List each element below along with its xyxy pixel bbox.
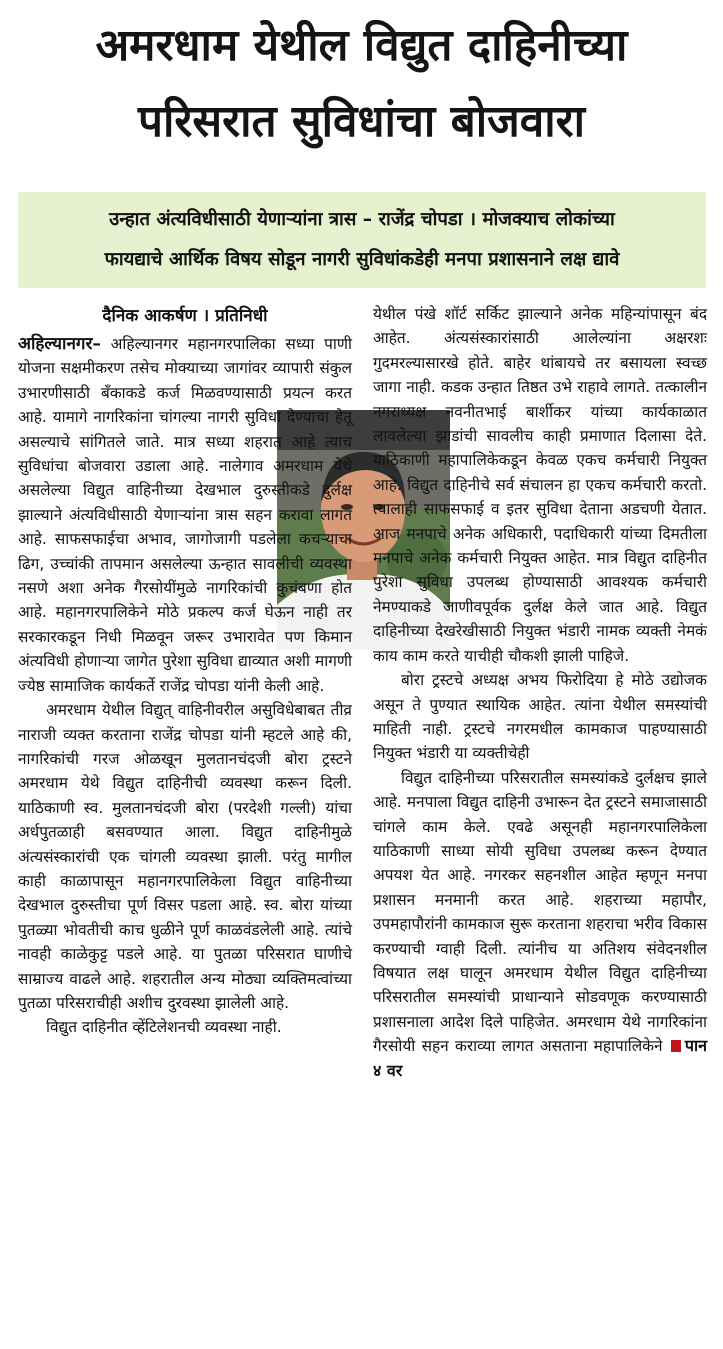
continued-marker-icon: [671, 1040, 681, 1052]
article-right-column: [373, 302, 707, 1083]
paragraph: अमरधाम येथील विद्युत् वाहिनीवरील असुविधेबाबत तीव्र नाराजी व्यक्त करताना राजेंद्र चोपडा यांनी म्हटले आहे की, नागरिकांची गरज ओळखून मुलतानचंदजी बोरा ट्रस्टने अमरधाम येथे विद्युत दाहिनीची व्यवस्था करून दिली. याठिकाणी स्व. मुलतानचंदजी बोरा (परदेशी गल्ली) यांचा अर्धपुतळाही बसवण्यात आला. विद्युत दाहिनीमुळे अंत्यसंस्कारांची एक चांगली व्यवस्था झाली. परंतु मागील काही काळापासून महानगरपालिकेला विद्युत वाहिनीच्या देखभाल दुरुस्तीचा पूर्ण विसर पडला आहे. स्व. बोरा यांच्या पुतळ्या भोवतीची काच धुळीने पूर्ण काळवंडलेली आहे. त्यांचे नावही काळेकुट्ट पडले आहे. या पुतळा परिसरात घाणीचे साम्राज्य वाढले आहे. शहरातील अन्य मोठ्या व्यक्तिमत्वांच्या पुतळा परिसराचीही अशीच दुरवस्था झालेली आहे.: [18, 701, 352, 1012]
paragraph: बोरा ट्रस्टचे अध्यक्ष अभय फिरोदिया हे मोठे उद्योजक असून ते पुण्यात स्थायिक आहेत. त्यांना येथील समस्यांची माहिती नाही. ट्रस्टचे नगरमधील कामकाज पाहण्यासाठी नियुक्त भंडारी या व्यक्तीचेही: [373, 671, 707, 763]
paragraph: [18, 332, 352, 698]
headline: [0, 8, 723, 160]
dateline: अहिल्यानगर–: [18, 334, 101, 354]
paragraph-text: विद्युत दाहिनीच्या परिसरातील समस्यांकडे दुर्लक्षच झाले आहे. मनपाला विद्युत दाहिनी उभारून देत ट्रस्टने समाजासाठी चांगले काम केले. एवढे असूनही महानगरपालिकेला याठिकाणी साध्या सोयी सुविधा उपलब्ध करून देण्यात अपयश येत आहे. नगरकर सहनशील आहेत म्हणून मनपा प्रशासन मनमानी करत आहे. शहराच्या महापौर, उपमहापौरांनी कामकाज सुरू करताना शहराचा भरीव विकास करण्याची ग्वाही दिली. त्यांनीच या अतिशय संवेदनशील विषयात लक्ष घालून अमरधाम येथील विद्युत दाहिनीच्या परिसरातील समस्यांची प्राधान्याने सोडवणूक करण्यासाठी प्रशासनाला आदेश दिले पाहिजेत. अमरधाम येथे नागरिकांना गैरसोयी सहन कराव्या लागत असताना महापालिकेने: [373, 768, 707, 1056]
headline-line-1: अमरधाम येथील विद्युत दाहिनीच्या: [95, 20, 628, 71]
paragraph-text: अहिल्यानगर महानगरपालिका सध्या पाणी योजना सक्षमीकरण तसेच मोक्याच्या जागांवर व्यापारी संकुल उभारणीसाठी बँकाकडे कर्ज मिळवण्यासाठी प्रयत्न करत आहे. यामागे नागरिकांना चांगल्या नागरी सुविधा देण्याचा हेतू असल्याचे सांगितले जाते. मात्र सध्या शहरात आहे त्याच सुविधांचा बोजवारा उडाला आहे. नालेगाव अमरधाम येथे असलेल्या विद्युत वाहिनीच्या देखभाल दुरुस्तीकडे दुर्लक्ष झाल्याने अंत्यविधीसाठी येणाऱ्यांना त्रास सहन करावा लागत आहे. साफसफाईचा अभाव, जागोजागी पडलेला कचऱ्याचा ढिग, उच्चांकी तापमान असलेल्या ऊन्हात सावलीची व्यवस्था नसणे अशा अनेक गैरसोयींमुळे नागरिकांची कुचंबणा होत आहे. महानगरपालिकेने मोठे प्रकल्प कर्ज घेऊन नाही तर सरकारकडून निधी मिळवून जरूर उभारावेत पण किमान अंत्यविधी होणाऱ्या जागेत पुरेशा सुविधा द्याव्यात अशी मागणी ज्येष्ठ सामाजिक कार्यकर्ते राजेंद्र चोपडा यांनी केली आहे.: [18, 335, 352, 695]
paragraph: [373, 766, 707, 1083]
paragraph: विद्युत दाहिनीत व्हेंटिलेशनची व्यवस्था नाही.: [46, 1018, 282, 1037]
article-left-column: [18, 302, 352, 1040]
paragraph: येथील पंखे शॉर्ट सर्किट झाल्याने अनेक महिन्यांपासून बंद आहेत. अंत्यसंस्कारांसाठी आलेल्यांना अक्षरशः गुदमरल्यासारखे होते. बाहेर थांबायचे तर बसायला स्वच्छ जागा नाही. कडक उन्हात तिष्ठत उभे राहावे लागते. तत्कालीन नगराध्यक्ष नवनीतभाई बार्शीकर यांच्या कार्यकाळात लावलेल्या झाडांची सावलीच काही प्रमाणात दिलासा देते. याठिकाणी महापालिकेकडून केवळ एकच कर्मचारी नियुक्त आहे. विद्युत दाहिनीचे सर्व संचालन हा एकच कर्मचारी करतो. त्यालाही साफसफाई व इतर सुविधा देताना अडचणी येतात. आज मनपाचे अनेक अधिकारी, पदाधिकारी यांच्या दिमतीला मनपाचे अनेक कर्मचारी नियुक्त आहेत. मात्र विद्युत दाहिनीत पुरेशा सुविधा उपलब्ध होण्यासाठी आवश्यक कर्मचारी नेमण्याकडे जाणीवपूर्वक दुर्लक्ष केले जात आहे. विद्युत दाहिनीच्या देखरेखीसाठी नियुक्त भंडारी नामक व्यक्ती नेमकं काय काम करते याचीही चौकशी झाली पाहिजे.: [373, 305, 707, 665]
subheadline-box: [18, 192, 706, 288]
headline-line-2: परिसरात सुविधांचा बोजवारा: [137, 96, 586, 147]
continued-on-page: पान ४ वर: [373, 1036, 707, 1080]
subheadline-line-2: फायद्याचे आर्थिक विषय सोडून नागरी सुविधांकडेही मनपा प्रशासनाने लक्ष द्यावे: [104, 249, 620, 270]
subheadline-line-1: उन्हात अंत्यविधीसाठी येणाऱ्यांना त्रास – राजेंद्र चोपडा । मोजक्याच लोकांच्या: [109, 209, 615, 230]
byline: दैनिक आकर्षण । प्रतिनिधी: [102, 306, 268, 326]
